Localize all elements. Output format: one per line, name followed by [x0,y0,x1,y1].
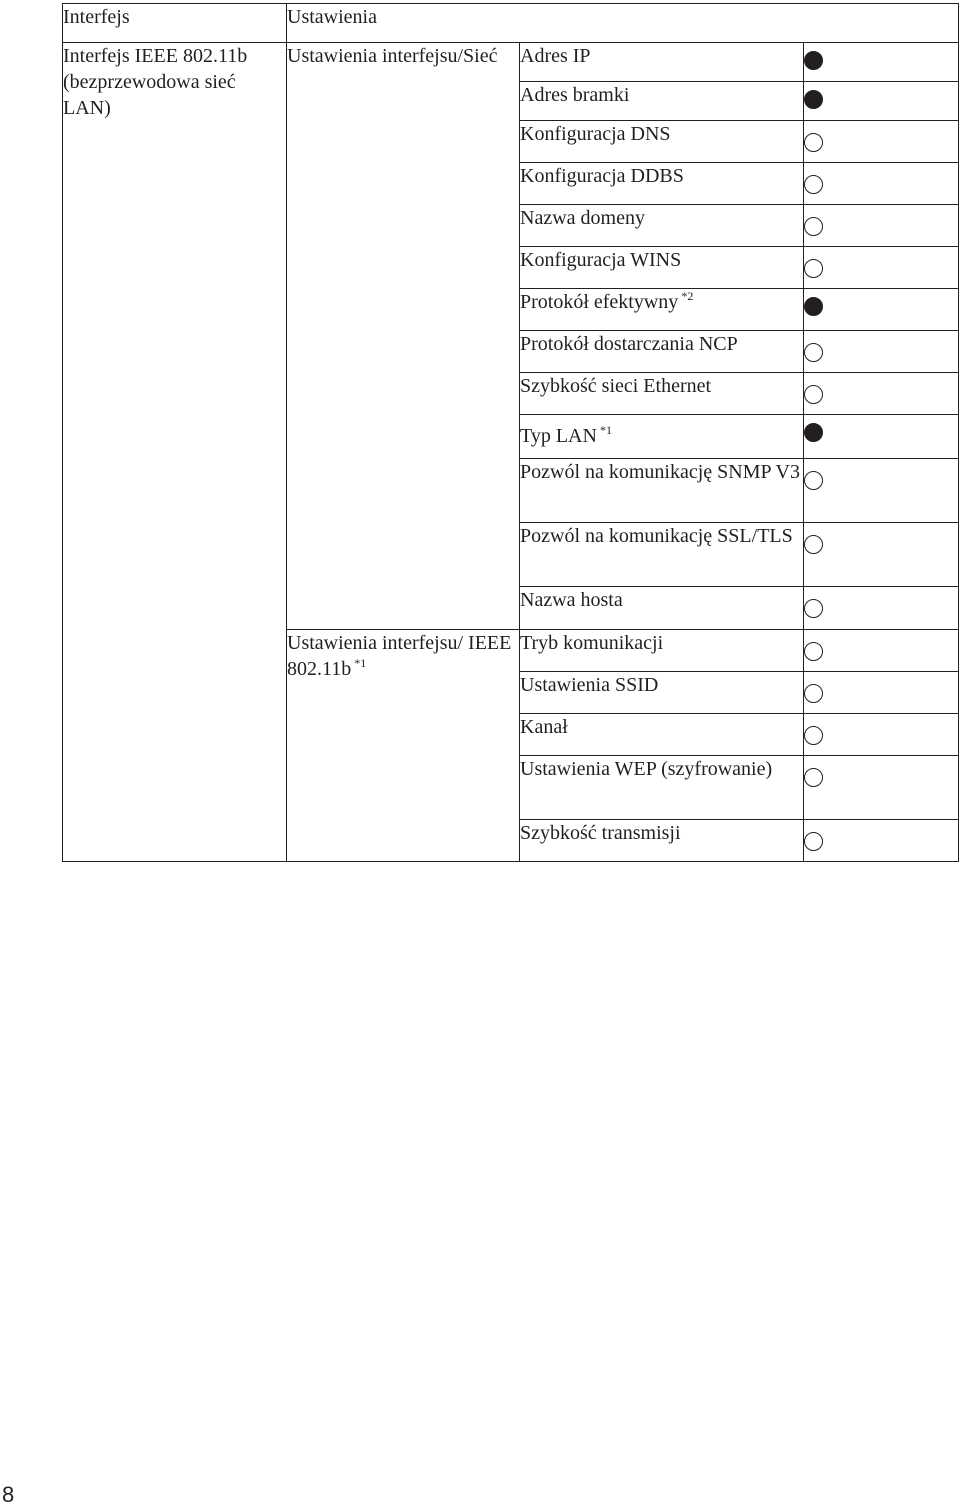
empty-circle-icon [804,535,823,554]
item-label: Konfiguracja DNS [520,121,804,163]
item-label: Konfiguracja DDBS [520,163,804,205]
header-interface: Interfejs [63,4,287,43]
empty-circle-icon [804,684,823,703]
empty-circle-icon [804,642,823,661]
filled-circle-icon [804,297,823,316]
item-label: Nazwa domeny [520,205,804,247]
empty-circle-icon [804,599,823,618]
group-wireless [287,630,520,862]
empty-circle-icon [804,217,823,236]
item-label: Pozwól na komunikację SSL/TLS [520,523,804,587]
item-label: Szybkość sieci Ethernet [520,373,804,415]
empty-circle-icon [804,726,823,745]
empty-circle-icon [804,768,823,787]
footnote-ref: *1 [599,423,612,437]
empty-circle-icon [804,385,823,404]
table-row [520,415,804,459]
item-label: Protokół dostarczania NCP [520,331,804,373]
footnote-ref: *2 [681,289,694,303]
item-label: Tryb komunikacji [520,630,804,672]
page-number: 8 [2,1482,15,1507]
empty-circle-icon [804,133,823,152]
group-wireless-label: Ustawienia interfejsu/ IEEE 802.11b [287,632,512,680]
item-label: Protokół efektywny [520,291,679,313]
empty-circle-icon [804,259,823,278]
item-label: Adres bramki [520,82,804,121]
item-label: Ustawienia SSID [520,672,804,714]
footnote-ref: *1 [354,656,367,670]
item-label: Kanał [520,714,804,756]
item-label: Szybkość transmisji [520,820,804,862]
item-label: Nazwa hosta [520,587,804,630]
settings-table [62,3,959,862]
filled-circle-icon [804,423,823,442]
item-label: Adres IP [520,43,804,82]
header-settings: Ustawienia [287,4,959,43]
item-label: Ustawienia WEP (szyfrowanie) [520,756,804,820]
empty-circle-icon [804,832,823,851]
group-network: Ustawienia interfejsu/Sieć [287,43,520,630]
interface-name: Interfejs IEEE 802.11b (bezprzewodowa sieć LAN) [63,43,287,862]
table-row [520,289,804,331]
empty-circle-icon [804,175,823,194]
filled-circle-icon [804,51,823,70]
empty-circle-icon [804,471,823,490]
filled-circle-icon [804,90,823,109]
item-label: Konfiguracja WINS [520,247,804,289]
item-label: Pozwól na komunikację SNMP V3 [520,459,804,523]
item-label: Typ LAN [520,425,597,447]
empty-circle-icon [804,343,823,362]
